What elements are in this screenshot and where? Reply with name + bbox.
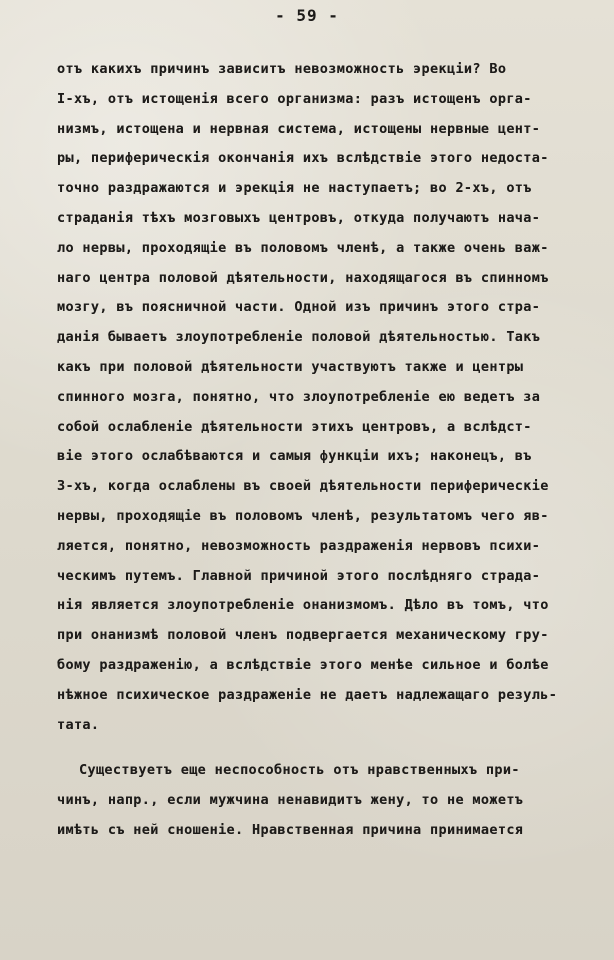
text-line: наго центра половой дѣятельности, находящагося въ спинномъ: [57, 269, 549, 286]
text-line: I-хъ, отъ истощенiя всего организма: разъ истощенъ орга-: [57, 90, 532, 107]
text-line: имѣть съ ней сношенiе. Нравственная причина принимается: [57, 821, 524, 838]
text-line: чинъ, напр., если мужчина ненавидитъ жену, то не можетъ: [57, 792, 524, 809]
document-body: [57, 55, 595, 846]
text-line: ры, периферическiя окончанiя ихъ вслѣдствiе этого недоста-: [57, 150, 549, 167]
text-line: при онанизмѣ половой членъ подвергается механическому гру-: [57, 627, 549, 644]
text-line: собой ослабленiе дѣятельности этихъ центровъ, а вслѣдст-: [57, 418, 532, 435]
text-line: какъ при половой дѣятельности участвуютъ также и центры: [57, 358, 524, 375]
page-number: - 59 -: [275, 6, 339, 25]
paragraph-2: [57, 756, 595, 845]
text-line: отъ какихъ причинъ зависитъ невозможность эрекцiи? Во: [57, 61, 507, 77]
text-line: точно раздражаются и эрекцiя не наступаетъ; во 2-хъ, отъ: [57, 180, 532, 197]
text-line: данiя бываетъ злоупотребленiе половой дѣятельностью. Такъ: [57, 329, 541, 346]
text-line: ляется, понятно, невозможность раздраженiя нервовъ психи-: [57, 537, 541, 554]
text-line: нервы, проходящiе въ половомъ членѣ, результатомъ чего яв-: [57, 507, 549, 524]
text-line: мозгу, въ поясничной части. Одной изъ причинъ этого стра-: [57, 299, 541, 316]
text-line: низмъ, истощена и нервная система, истощены нервные цент-: [57, 120, 541, 137]
text-line: нiя является злоупотребленiе онанизмомъ. Дѣло въ томъ, что: [57, 597, 549, 614]
text-line: 3-хъ, когда ослаблены въ своей дѣятельности периферическiе: [57, 478, 549, 495]
text-line: Существуетъ еще неспособность отъ нравственныхъ при-: [79, 762, 520, 779]
text-line: нѣжное психическое раздраженiе не даетъ надлежащаго резуль-: [57, 686, 558, 703]
text-line: тата.: [57, 716, 100, 733]
paragraph-gap: [57, 740, 595, 756]
text-line: ческимъ путемъ. Главной причиной этого послѣдняго страда-: [57, 567, 541, 584]
text-line: спинного мозга, понятно, что злоупотребленiе ею ведетъ за: [57, 388, 541, 405]
text-line: ло нервы, проходящiе въ половомъ членѣ, а также очень важ-: [57, 239, 549, 256]
paragraph-1: [57, 55, 595, 740]
text-line: вiе этого ослабѣваются и самыя функцiи ихъ; наконецъ, въ: [57, 448, 532, 465]
text-line: страданiя тѣхъ мозговыхъ центровъ, откуда получаютъ нача-: [57, 209, 541, 226]
text-line: бому раздраженiю, а вслѣдствiе этого менѣе сильное и болѣе: [57, 656, 549, 673]
